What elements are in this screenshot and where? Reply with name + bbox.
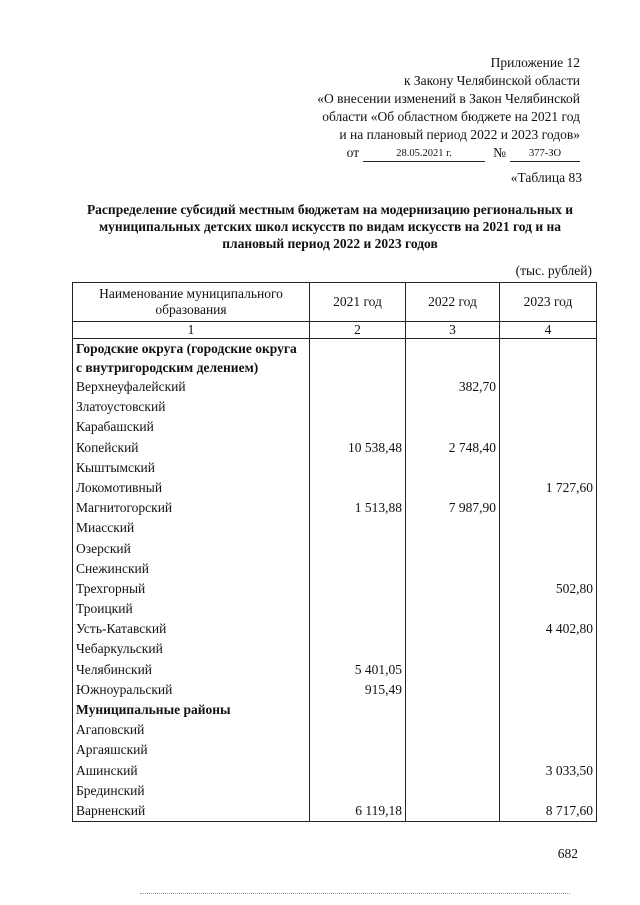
value-2021 bbox=[310, 579, 406, 599]
value-2021 bbox=[310, 700, 406, 720]
value-2023: 1 727,60 bbox=[500, 478, 597, 498]
value-2021 bbox=[310, 377, 406, 397]
municipality-name: Локомотивный bbox=[73, 478, 310, 498]
table-row bbox=[73, 417, 597, 437]
value-2023 bbox=[500, 559, 597, 579]
value-2023 bbox=[500, 518, 597, 538]
value-2022 bbox=[406, 801, 500, 822]
value-2021 bbox=[310, 559, 406, 579]
value-2021 bbox=[310, 397, 406, 417]
appendix-header bbox=[260, 54, 580, 162]
table-row bbox=[73, 539, 597, 559]
value-2021 bbox=[310, 781, 406, 801]
value-2022 bbox=[406, 339, 500, 378]
from-label: от bbox=[346, 145, 360, 160]
table-header-row bbox=[73, 283, 597, 322]
table-group-row bbox=[73, 339, 597, 378]
value-2023 bbox=[500, 417, 597, 437]
value-2023: 8 717,60 bbox=[500, 801, 597, 822]
value-2021 bbox=[310, 417, 406, 437]
value-2023 bbox=[500, 680, 597, 700]
value-2022 bbox=[406, 700, 500, 720]
value-2021 bbox=[310, 639, 406, 659]
column-number: 3 bbox=[406, 322, 500, 339]
column-number: 4 bbox=[500, 322, 597, 339]
value-2021 bbox=[310, 539, 406, 559]
municipality-name: Варненский bbox=[73, 801, 310, 822]
municipality-name: Магнитогорский bbox=[73, 498, 310, 518]
value-2022 bbox=[406, 680, 500, 700]
value-2022 bbox=[406, 559, 500, 579]
column-number-row bbox=[73, 322, 597, 339]
municipality-name: Озерский bbox=[73, 539, 310, 559]
law-date: 28.05.2021 г. bbox=[363, 148, 485, 162]
value-2022 bbox=[406, 781, 500, 801]
number-label: № bbox=[493, 145, 506, 160]
value-2023 bbox=[500, 660, 597, 680]
value-2023 bbox=[500, 539, 597, 559]
municipality-name: Челябинский bbox=[73, 660, 310, 680]
value-2023: 502,80 bbox=[500, 579, 597, 599]
municipality-name: Златоустовский bbox=[73, 397, 310, 417]
municipality-name: Муниципальные районы bbox=[73, 700, 310, 720]
appendix-line: области «Об областном бюджете на 2021 год bbox=[322, 109, 580, 124]
subsidy-table bbox=[72, 282, 597, 822]
value-2021: 915,49 bbox=[310, 680, 406, 700]
value-2021 bbox=[310, 720, 406, 740]
municipality-name: Брединский bbox=[73, 781, 310, 801]
municipality-name: Троицкий bbox=[73, 599, 310, 619]
table-row bbox=[73, 498, 597, 518]
table-row bbox=[73, 761, 597, 781]
table-row bbox=[73, 781, 597, 801]
municipality-name: Миасский bbox=[73, 518, 310, 538]
municipality-name: Городские округа (городские округа с внутригородским делением) bbox=[73, 339, 310, 378]
municipality-name: Южноуральский bbox=[73, 680, 310, 700]
value-2022 bbox=[406, 579, 500, 599]
value-2022: 7 987,90 bbox=[406, 498, 500, 518]
value-2023 bbox=[500, 639, 597, 659]
municipality-name: Чебаркульский bbox=[73, 639, 310, 659]
municipality-name: Карабашский bbox=[73, 417, 310, 437]
value-2022: 2 748,40 bbox=[406, 438, 500, 458]
appendix-line: к Закону Челябинской области bbox=[403, 73, 580, 88]
table-row bbox=[73, 518, 597, 538]
table-row bbox=[73, 478, 597, 498]
table-row bbox=[73, 559, 597, 579]
value-2023 bbox=[500, 599, 597, 619]
column-number: 2 bbox=[310, 322, 406, 339]
value-2021: 6 119,18 bbox=[310, 801, 406, 822]
value-2023 bbox=[500, 740, 597, 760]
value-2021 bbox=[310, 339, 406, 378]
table-row bbox=[73, 599, 597, 619]
value-2022 bbox=[406, 660, 500, 680]
value-2023 bbox=[500, 458, 597, 478]
table-row bbox=[73, 720, 597, 740]
value-2023 bbox=[500, 438, 597, 458]
law-signature-line bbox=[260, 144, 580, 162]
appendix-line: и на плановый период 2022 и 2023 годов» bbox=[339, 127, 580, 142]
municipality-name: Копейский bbox=[73, 438, 310, 458]
municipality-name: Агаповский bbox=[73, 720, 310, 740]
table-row bbox=[73, 740, 597, 760]
table-row bbox=[73, 438, 597, 458]
value-2021 bbox=[310, 619, 406, 639]
table-row bbox=[73, 639, 597, 659]
table-row bbox=[73, 579, 597, 599]
municipality-name: Усть-Катавский bbox=[73, 619, 310, 639]
header-municipality: Наименование муниципального образования bbox=[73, 283, 310, 322]
law-number: 377-ЗО bbox=[510, 148, 580, 162]
municipality-name: Кыштымский bbox=[73, 458, 310, 478]
header-2022: 2022 год bbox=[406, 283, 500, 322]
table-row bbox=[73, 377, 597, 397]
value-2021: 5 401,05 bbox=[310, 660, 406, 680]
table-row bbox=[73, 801, 597, 822]
value-2023 bbox=[500, 720, 597, 740]
table-row bbox=[73, 680, 597, 700]
value-2023 bbox=[500, 339, 597, 378]
value-2021: 1 513,88 bbox=[310, 498, 406, 518]
value-2022 bbox=[406, 639, 500, 659]
page-number: 682 bbox=[557, 846, 578, 861]
value-2022: 382,70 bbox=[406, 377, 500, 397]
value-2021 bbox=[310, 599, 406, 619]
municipality-name: Верхнеуфалейский bbox=[73, 377, 310, 397]
value-2021 bbox=[310, 478, 406, 498]
value-2021: 10 538,48 bbox=[310, 438, 406, 458]
appendix-line: Приложение 12 bbox=[490, 55, 580, 70]
value-2022 bbox=[406, 720, 500, 740]
value-2022 bbox=[406, 478, 500, 498]
municipality-name: Аргаяшский bbox=[73, 740, 310, 760]
table-row bbox=[73, 660, 597, 680]
value-2022 bbox=[406, 740, 500, 760]
header-2023: 2023 год bbox=[500, 283, 597, 322]
table-row bbox=[73, 619, 597, 639]
value-2023 bbox=[500, 700, 597, 720]
units-label: (тыс. рублей) bbox=[515, 263, 592, 278]
header-2021: 2021 год bbox=[310, 283, 406, 322]
value-2022 bbox=[406, 761, 500, 781]
column-number: 1 bbox=[73, 322, 310, 339]
value-2023 bbox=[500, 377, 597, 397]
value-2022 bbox=[406, 397, 500, 417]
value-2021 bbox=[310, 518, 406, 538]
value-2023 bbox=[500, 781, 597, 801]
value-2022 bbox=[406, 599, 500, 619]
value-2023: 4 402,80 bbox=[500, 619, 597, 639]
value-2023: 3 033,50 bbox=[500, 761, 597, 781]
municipality-name: Ашинский bbox=[73, 761, 310, 781]
value-2023 bbox=[500, 397, 597, 417]
value-2022 bbox=[406, 417, 500, 437]
table-row bbox=[73, 458, 597, 478]
document-title: Распределение субсидий местным бюджетам на модернизацию региональных и муниципальных детских школ искусств по видам искусств на 2021 год и на плановый период 2022 и 2023 годов bbox=[86, 202, 574, 251]
municipality-name: Снежинский bbox=[73, 559, 310, 579]
table-group-row bbox=[73, 700, 597, 720]
table-row bbox=[73, 397, 597, 417]
appendix-line: «О внесении изменений в Закон Челябинской bbox=[317, 91, 580, 106]
value-2021 bbox=[310, 761, 406, 781]
value-2022 bbox=[406, 518, 500, 538]
footer-rule bbox=[140, 893, 570, 894]
value-2022 bbox=[406, 619, 500, 639]
value-2022 bbox=[406, 458, 500, 478]
value-2022 bbox=[406, 539, 500, 559]
value-2021 bbox=[310, 458, 406, 478]
municipality-name: Трехгорный bbox=[73, 579, 310, 599]
value-2021 bbox=[310, 740, 406, 760]
table-reference: «Таблица 83 bbox=[510, 170, 582, 185]
value-2023 bbox=[500, 498, 597, 518]
